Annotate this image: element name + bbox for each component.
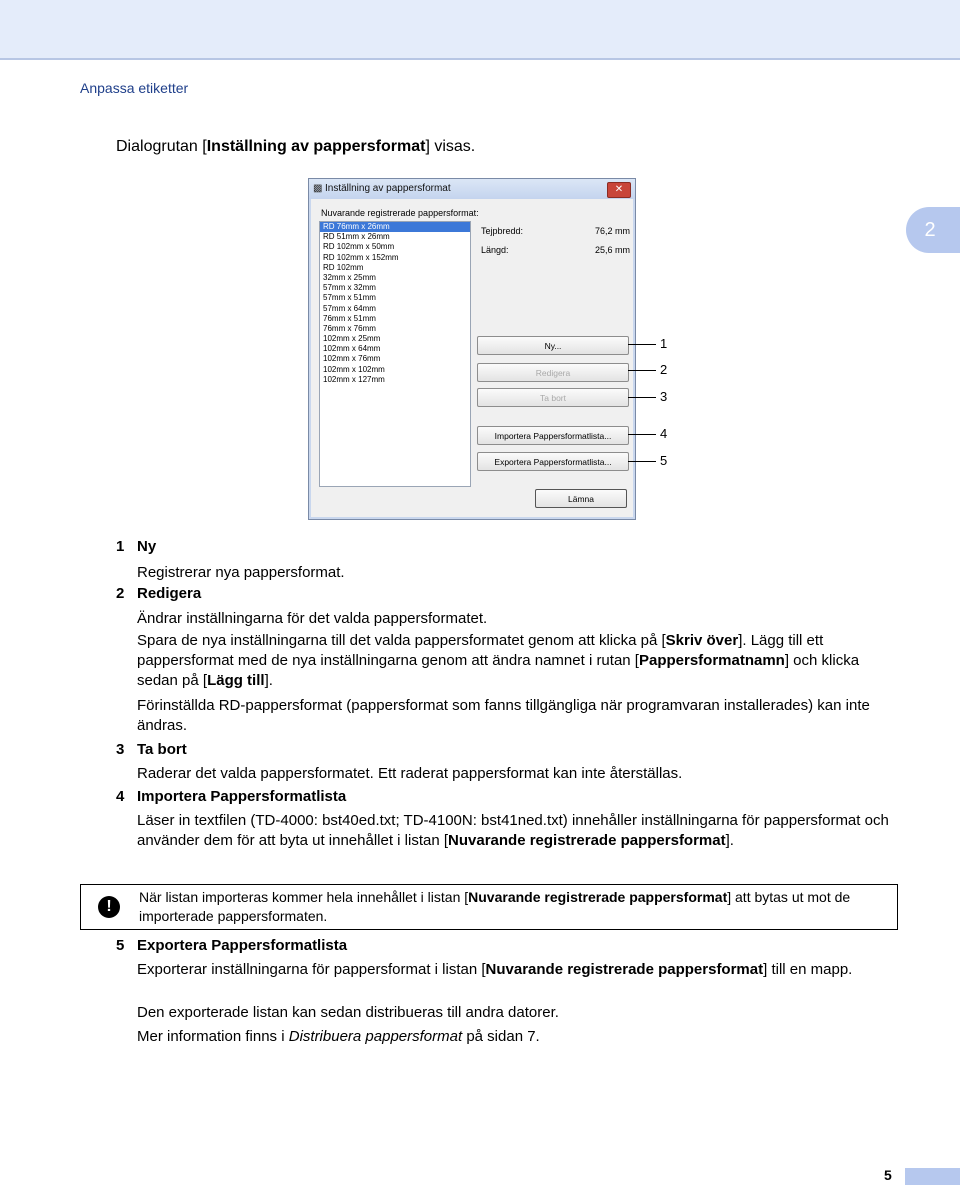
list-item[interactable]: 102mm x 64mm [323,344,381,354]
list-item[interactable]: RD 76mm x 26mm [320,222,470,232]
list-item[interactable]: 32mm x 25mm [323,272,376,282]
dialog-titlebar [309,179,635,199]
footer-bar [905,1168,960,1185]
paper-size-list[interactable] [319,221,471,487]
callout-number: 3 [660,389,668,404]
item-title: Ny [137,538,157,555]
width-value: 76,2 mm [595,226,631,236]
list-item[interactable]: 76mm x 51mm [323,313,376,323]
new-button[interactable]: Ny... [477,336,629,355]
printer-icon: ▩ [313,183,323,194]
callout-number: 1 [660,336,668,351]
item-number: 1 [116,538,125,555]
cross-reference-link[interactable]: Distribuera pappersformat [288,1028,463,1045]
close-button[interactable]: Lämna [535,489,627,508]
list-item[interactable]: 102mm x 102mm [323,364,385,374]
close-icon[interactable]: ✕ [607,182,631,198]
item-title: Importera Pappersformatlista [137,788,347,805]
list-item[interactable]: RD 102mm x 152mm [323,252,399,262]
list-item[interactable]: RD 102mm [323,262,364,272]
note-text: När listan importeras kommer hela innehållet i listan [Nuvarande registrerade pappersformat] att bytas ut mot de importerade pappersformaten. [139,889,851,924]
item-number: 3 [116,741,125,758]
item-description: Exporterar inställningarna för pappersformat i listan [Nuvarande registrerade pappersformat] till en mapp. [137,961,853,978]
item-number: 2 [116,585,125,602]
list-item[interactable]: 57mm x 64mm [323,303,376,313]
item-description: Raderar det valda pappersformatet. Ett raderat pappersformat kan inte återställas. [137,765,683,782]
item-description: Den exporterade listan kan sedan distribueras till andra datorer. [137,1004,559,1021]
item-number: 5 [116,937,125,954]
callout-line [628,434,656,435]
list-label: Nuvarande registrerade pappersformat: [321,208,479,218]
import-button[interactable]: Importera Pappersformatlista... [477,426,629,445]
section-header: Anpassa etiketter [80,80,189,96]
top-band [0,0,960,60]
item-title: Redigera [137,585,202,602]
callout-number: 5 [660,453,668,468]
list-item[interactable]: 102mm x 25mm [323,334,381,344]
intro-text: Dialogrutan [Inställning av pappersformat] visas. [116,138,476,155]
chapter-tab: 2 [906,207,960,253]
export-button[interactable]: Exportera Pappersformatlista... [477,452,629,471]
item-title: Ta bort [137,741,187,758]
callout-line [628,397,656,398]
item-description: Läser in textfilen (TD-4000: bst40ed.txt; TD-4100N: bst41ned.txt) innehåller inställningarna för pappersformat och använder dem för att byta ut innehållet i listan [Nuvarande registrerade pappersformat]. [137,812,889,849]
item-number: 4 [116,788,125,805]
list-item[interactable]: 57mm x 32mm [323,283,376,293]
width-label: Tejpbredd: [481,226,524,236]
delete-button[interactable]: Ta bort [477,388,629,407]
page-number: 5 [884,1167,892,1183]
cross-reference: Mer information finns i Distribuera pappersformat på sidan 7. [137,1028,540,1045]
callout-line [628,461,656,462]
callout-line [628,344,656,345]
list-item[interactable]: 102mm x 127mm [323,374,385,384]
list-item[interactable]: 76mm x 76mm [323,323,376,333]
callout-line [628,370,656,371]
callout-number: 4 [660,426,668,441]
list-item[interactable]: 102mm x 76mm [323,354,381,364]
length-value: 25,6 mm [595,245,631,255]
list-item[interactable]: RD 51mm x 26mm [323,232,390,242]
list-item[interactable]: RD 102mm x 50mm [323,242,395,252]
list-item[interactable]: 57mm x 51mm [323,293,376,303]
item-description: Spara de nya inställningarna till det valda pappersformatet genom att klicka på [Skriv över]. Lägg till ett pappersformat med de nya inställningarna genom att ändra namnet i rutan [Pappersformatnamn] och klicka sedan på [Lägg till]. [137,632,860,689]
callout-number: 2 [660,362,668,377]
edit-button[interactable]: Redigera [477,363,629,382]
length-label: Längd: [481,245,509,255]
warning-icon: ! [81,885,137,929]
item-description: Ändrar inställningarna för det valda pappersformatet. [137,610,488,627]
item-description: Registrerar nya pappersformat. [137,564,345,581]
item-title: Exportera Pappersformatlista [137,937,348,954]
paper-size-dialog [308,178,636,520]
item-description: Förinställda RD-pappersformat (pappersformat som fanns tillgängliga när programvaran installerades) kan inte ändras. [137,697,870,734]
dialog-title: Inställning av pappersformat [325,183,451,194]
warning-note [80,884,898,930]
